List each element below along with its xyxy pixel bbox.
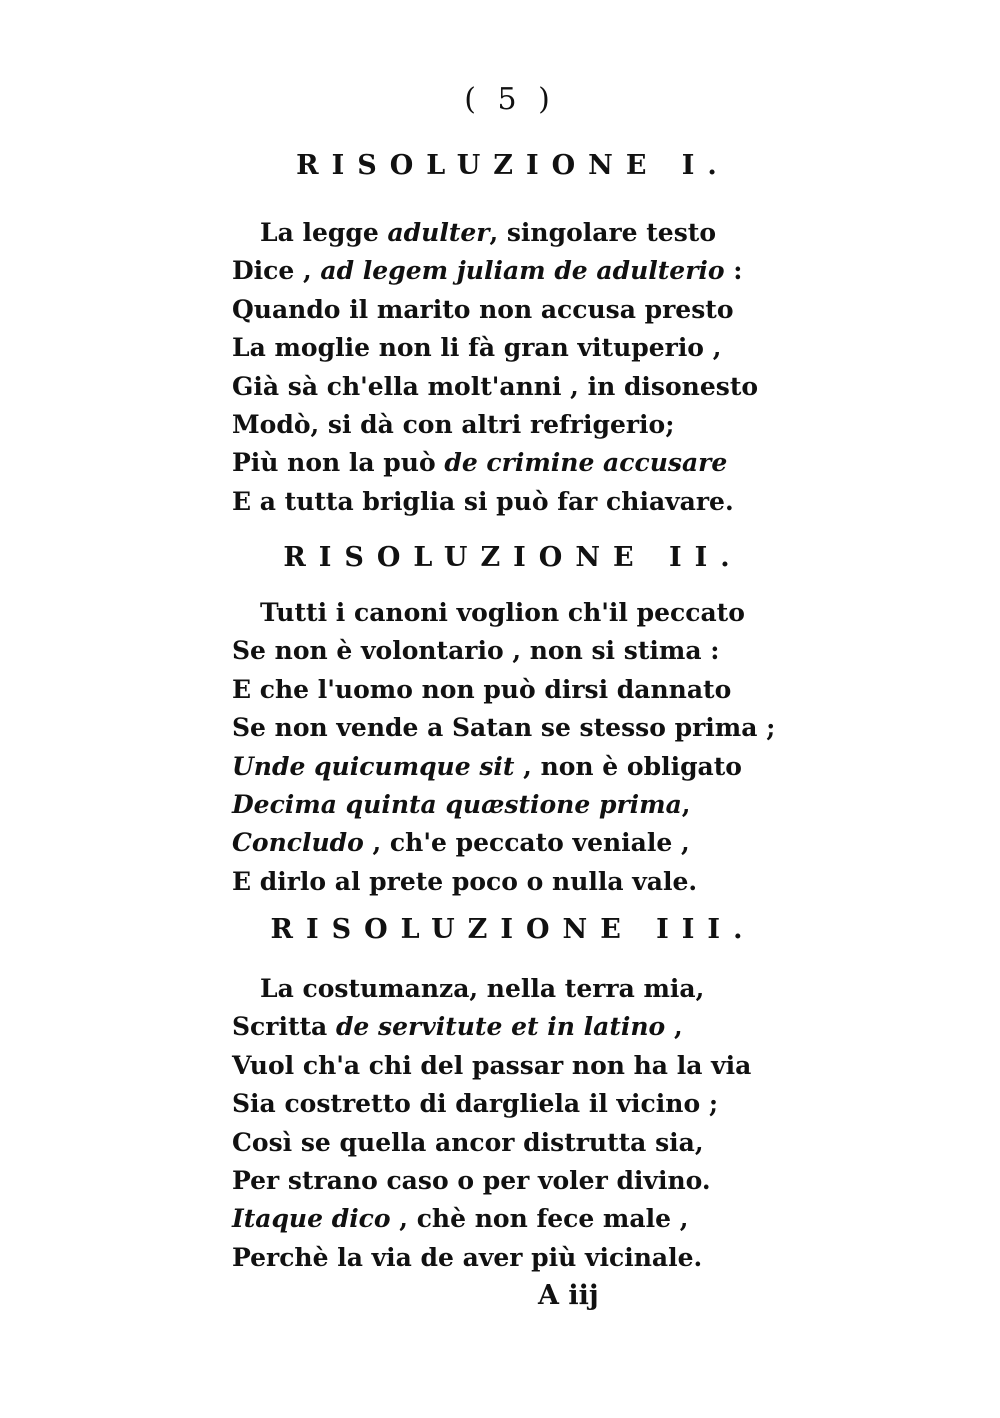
verse-line: La legge adulter, singolare testo (260, 218, 716, 247)
verse-line: Tutti i canoni voglion ch'il peccato (260, 598, 745, 627)
verse-line: Unde quicumque sit , non è obligato (232, 751, 742, 781)
verse-line: Scritta de servitute et in latino , (232, 1012, 683, 1042)
verse-line: Dice , ad legem juliam de adulterio : (232, 256, 743, 286)
section-heading-2: RISOLUZIONE II. (283, 542, 743, 573)
verse-line: Itaque dico , chè non fece male , (232, 1204, 689, 1234)
verse-line: Più non la può de crimine accusare (232, 448, 728, 478)
verse-line: Già sà ch'ella molt'anni , in disonesto (232, 371, 759, 401)
verse-line: Se non vende a Satan se stesso prima ; (232, 713, 776, 743)
verse-line: Quando il marito non accusa presto (232, 294, 734, 324)
verse-line: La moglie non li fà gran vituperio , (232, 333, 722, 363)
section-heading-3: RISOLUZIONE III. (270, 914, 756, 945)
verse-line: Sia costretto di dargliela il vicino ; (232, 1089, 719, 1119)
verse-line: Modò, si dà con altri refrigerio; (232, 409, 675, 439)
verse-line: Vuol ch'a chi del passar non ha la via (232, 1050, 752, 1080)
verse-line: Decima quinta quæstione prima, (232, 789, 691, 819)
signature-mark: A iij (538, 1280, 599, 1311)
page-number: ( 5 ) (464, 82, 556, 117)
verse-line: E che l'uomo non può dirsi dannato (232, 674, 732, 704)
stanza-3 (232, 970, 792, 1277)
verse-line: E dirlo al prete poco o nulla vale. (232, 866, 698, 896)
verse-line: Per strano caso o per voler divino. (232, 1165, 711, 1195)
verse-line: Così se quella ancor distrutta sia, (232, 1127, 704, 1157)
stanza-2 (232, 594, 792, 901)
section-heading-1: RISOLUZIONE I. (296, 150, 730, 181)
stanza-1 (232, 214, 792, 521)
verse-line: Se non è volontario , non si stima : (232, 636, 720, 666)
verse-line: La costumanza, nella terra mia, (260, 974, 705, 1003)
verse-line: E a tutta briglia si può far chiavare. (232, 486, 734, 516)
verse-line: Concludo , ch'e peccato veniale , (232, 828, 690, 858)
verse-line: Perchè la via de aver più vicinale. (232, 1242, 703, 1272)
